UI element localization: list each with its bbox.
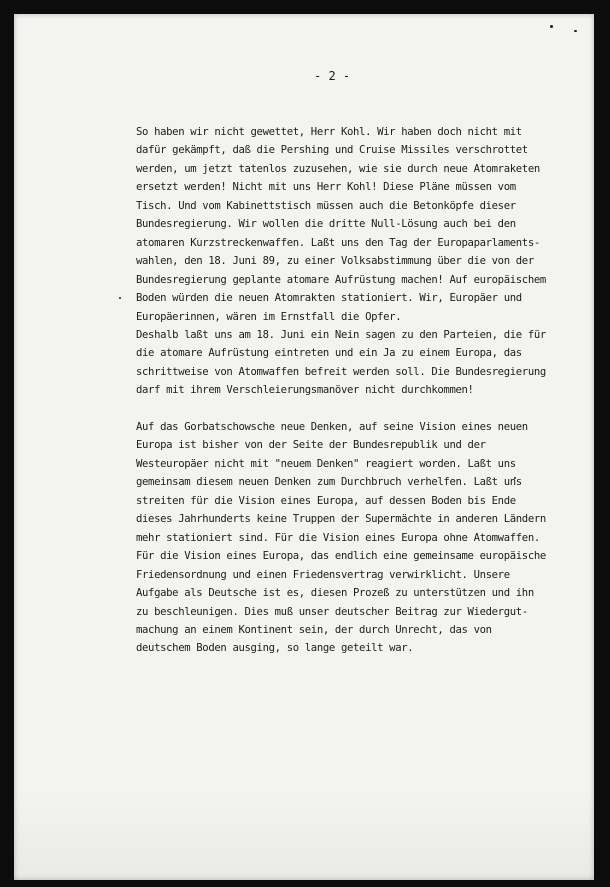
scan-speck xyxy=(550,25,553,28)
text-line: wahlen, den 18. Juni 89, zu einer Volksabstimmung über die von der xyxy=(136,255,534,268)
text-line: So haben wir nicht gewettet, Herr Kohl. Wir haben doch nicht mit xyxy=(136,126,522,138)
text-line: machung an einem Kontinent sein, der durch Unrecht, das von xyxy=(136,623,492,636)
text-line: Tisch. Und vom Kabinettstisch müssen auch die Betonköpfe dieser xyxy=(136,199,516,212)
text-line: dieses Jahrhunderts keine Truppen der Supermächte in anderen Ländern xyxy=(136,513,546,526)
text-line: Europäerinnen, wären im Ernstfall die Opfer. xyxy=(136,310,402,323)
text-line: Aufgabe als Deutsche ist es, diesen Prozeß zu unterstützen und ihn xyxy=(136,587,534,600)
text-line: darf mit ihrem Verschleierungsmanöver nicht durchkommen! xyxy=(136,384,474,397)
text-line: streiten für die Vision eines Europa, auf dessen Boden bis Ende xyxy=(136,494,516,507)
text-line: die atomare Aufrüstung eintreten und ein Ja zu einem Europa, das xyxy=(136,347,522,360)
text-line: Europa ist bisher von der Seite der Bundesrepublik und der xyxy=(136,439,486,452)
scan-speck xyxy=(574,30,577,32)
text-line: schrittweise von Atomwaffen befreit werden soll. Die Bundesregierung xyxy=(136,365,546,378)
text-line: Für die Vision eines Europa, das endlich eine gemeinsame europäische xyxy=(136,550,546,563)
text-line: atomaren Kurzstreckenwaffen. Laßt uns den Tag der Europaparlaments- xyxy=(136,236,540,249)
document-page xyxy=(14,14,594,880)
text-line: Deshalb laßt uns am 18. Juni ein Nein sagen zu den Parteien, die für xyxy=(136,328,546,341)
scan-speck xyxy=(119,297,121,299)
text-line: dafür gekämpft, daß die Pershing und Cruise Missiles verschrottet xyxy=(136,144,528,157)
scan-grain xyxy=(14,790,594,880)
text-line: Friedensordnung und einen Friedensvertrag verwirklicht. Unsere xyxy=(136,568,510,581)
text-line: werden, um jetzt tatenlos zuzusehen, wie sie durch neue Atomraketen xyxy=(136,162,540,175)
text-line: gemeinsam diesem neuen Denken zum Durchbruch verhelfen. Laßt uns xyxy=(136,476,522,489)
text-line: ersetzt werden! Nicht mit uns Herr Kohl! Diese Pläne müssen vom xyxy=(136,181,516,194)
page-number: - 2 - xyxy=(314,69,351,83)
text-line: zu beschleunigen. Dies muß unser deutscher Beitrag zur Wiedergut- xyxy=(136,605,528,618)
text-line: Bundesregierung geplante atomare Aufrüstung machen! Auf europäischem xyxy=(136,273,546,286)
text-line: Auf das Gorbatschowsche neue Denken, auf seine Vision eines neuen xyxy=(136,421,528,433)
text-line: Boden würden die neuen Atomrakten stationiert. Wir, Europäer und xyxy=(136,292,522,305)
text-line: Bundesregierung. Wir wollen die dritte Null-Lösung auch bei den xyxy=(136,218,516,231)
paragraph-2 xyxy=(136,418,546,658)
paragraph-1 xyxy=(136,123,546,400)
text-line: Westeuropäer nicht mit "neuem Denken" reagiert worden. Laßt uns xyxy=(136,457,516,470)
text-line: mehr stationiert sind. Für die Vision eines Europa ohne Atomwaffen. xyxy=(136,531,540,544)
text-line: deutschem Boden ausging, so lange geteilt war. xyxy=(136,642,414,655)
